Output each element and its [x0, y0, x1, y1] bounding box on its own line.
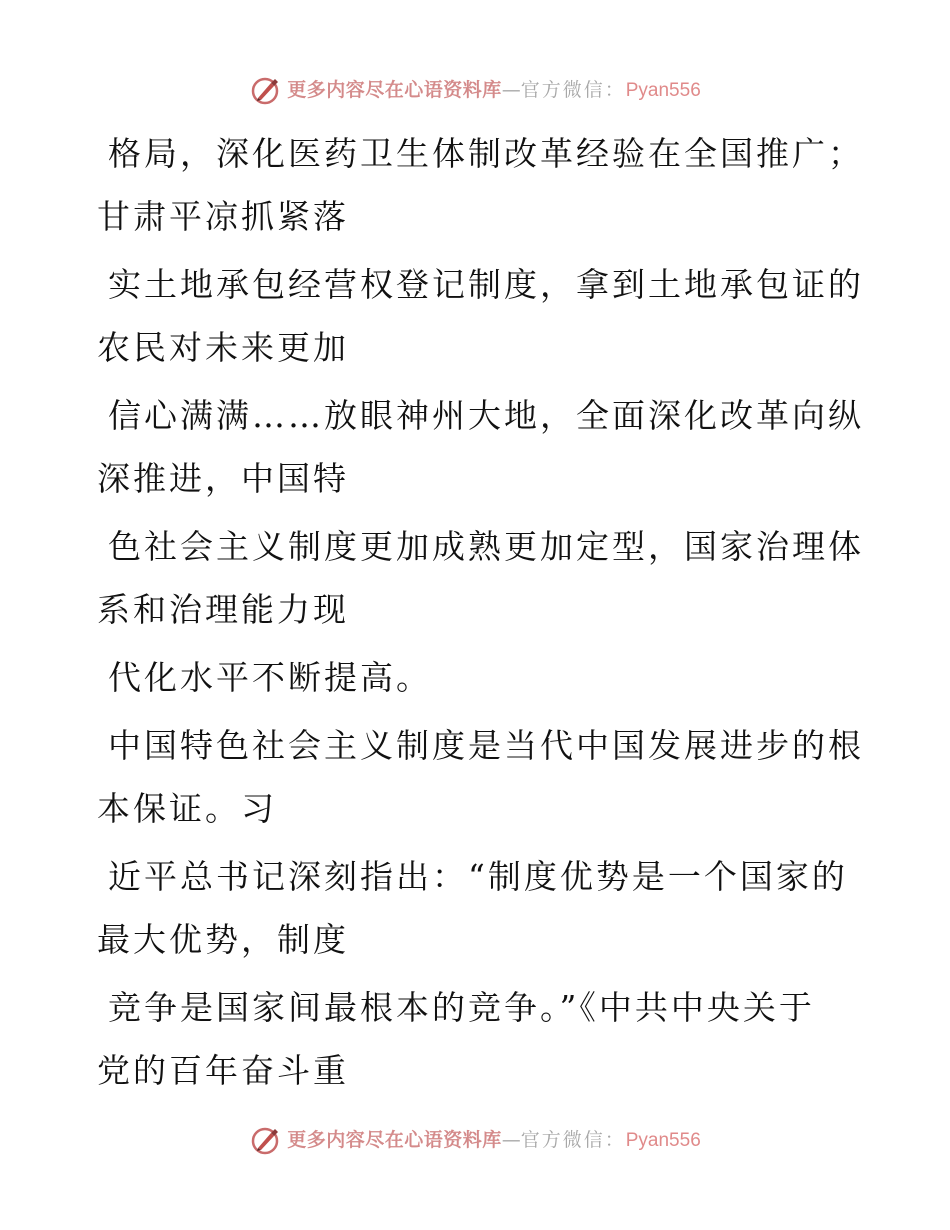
text-line: 实土地承包经营权登记制度，拿到土地承包证的 — [108, 265, 864, 304]
text-line: 格局，深化医药卫生体制改革经验在全国推广； — [108, 134, 864, 173]
text-line: 深推进，中国特 — [97, 459, 349, 498]
text-line: 最大优势，制度 — [97, 920, 349, 959]
header-watermark-label: 官方微信： — [520, 78, 626, 101]
text-line: 农民对未来更加 — [97, 328, 349, 367]
text-line: 党的百年奋斗重 — [97, 1051, 349, 1090]
footer-watermark-main: 更多内容尽在心语资料库 — [287, 1128, 502, 1151]
header-watermark-main: 更多内容尽在心语资料库 — [287, 78, 502, 101]
paragraph — [97, 122, 864, 248]
header-watermark-text — [287, 78, 701, 101]
text-line: 色社会主义制度更加成熟更加定型，国家治理体 — [108, 527, 864, 566]
pen-circle-logo-icon — [249, 74, 281, 106]
text-line: 代化水平不断提高。 — [108, 658, 432, 697]
paragraph — [97, 515, 864, 641]
paragraph — [97, 845, 848, 971]
footer-watermark-label: 官方微信： — [520, 1128, 626, 1151]
text-line: 竞争是国家间最根本的竞争。”《中共中央关于 — [108, 988, 815, 1027]
text-line: 近平总书记深刻指出：“制度优势是一个国家的 — [108, 857, 848, 896]
pen-circle-logo-icon — [249, 1124, 281, 1156]
paragraph — [97, 384, 864, 510]
header-watermark-dash: — — [501, 78, 521, 101]
footer-watermark-text — [287, 1128, 701, 1151]
paragraph — [97, 253, 864, 379]
text-line: 甘肃平凉抓紧落 — [97, 197, 349, 236]
footer-watermark-wechat-id: Pyan556 — [625, 1129, 701, 1151]
paragraph — [97, 714, 864, 840]
text-line: 系和治理能力现 — [97, 590, 349, 629]
document-body — [97, 122, 864, 1107]
header-watermark-banner — [0, 70, 950, 110]
text-line: 本保证。习 — [97, 789, 277, 828]
text-line: 信心满满……放眼神州大地，全面深化改革向纵 — [108, 396, 864, 435]
paragraph — [97, 976, 837, 1102]
paragraph — [97, 646, 837, 709]
header-watermark-wechat-id: Pyan556 — [625, 79, 701, 101]
text-line: 中国特色社会主义制度是当代中国发展进步的根 — [108, 726, 864, 765]
footer-watermark-banner — [0, 1120, 950, 1160]
footer-watermark-dash: — — [501, 1128, 521, 1151]
